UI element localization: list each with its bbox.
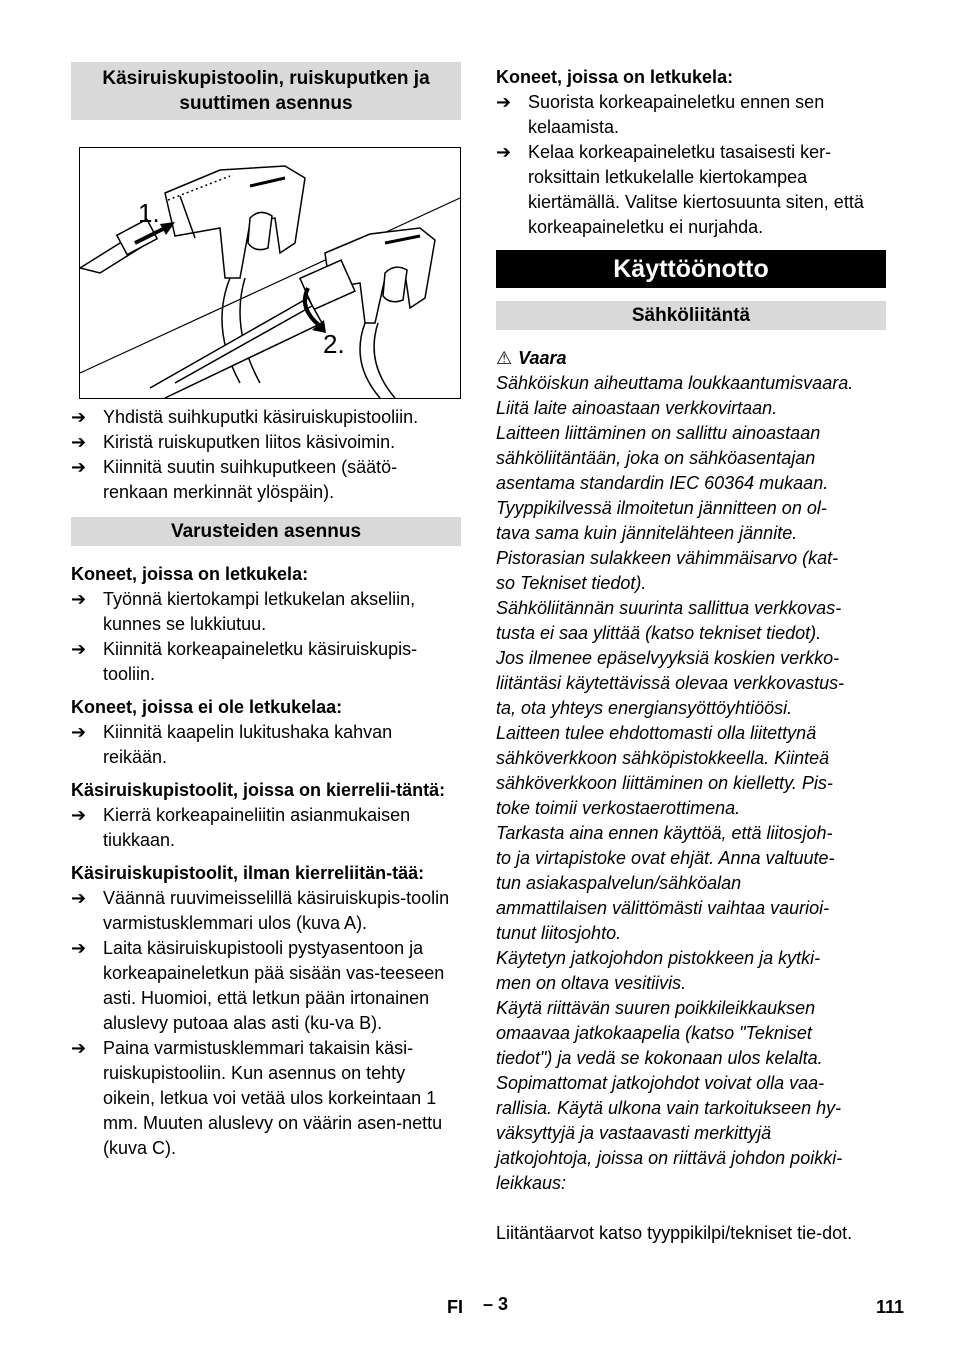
warning-line: Käytetyn jatkojohdon pistokkeen ja kytki- <box>496 948 821 968</box>
section-heading-electrical: Sähköliitäntä <box>496 301 886 330</box>
list-item: ➔ Kiristä ruiskuputken liitos käsivoimin. <box>71 430 461 455</box>
warning-line: Pistorasian sulakkeen vähimmäisarvo (kat- <box>496 548 839 568</box>
warning-line: Jos ilmenee epäselvyyksiä koskien verkko- <box>496 648 840 668</box>
warning-line: Tyyppikilvessä ilmoitetun jännitteen on ol- <box>496 498 827 518</box>
warning-line: toke toimii verkostaerottimena. <box>496 798 741 818</box>
warning-line: väksyttyjä ja vastaavasti merkittyjä <box>496 1123 772 1143</box>
section-heading-assembly: Käsiruiskupistoolin, ruiskuputken ja suuttimen asennus <box>71 62 461 120</box>
warning-line: rallisia. Käytä ulkona vain tarkoitukseen hy- <box>496 1098 842 1118</box>
arrow-right-icon: ➔ <box>496 142 512 162</box>
arrow-right-icon: ➔ <box>71 407 87 427</box>
section-heading-accessories: Varusteiden asennus <box>71 517 461 546</box>
warning-line: omaavaa jatkokaapelia (katso "Tekniset <box>496 1023 812 1043</box>
spray-gun-illustration <box>79 147 461 399</box>
warning-line: Tarkasta aina ennen käyttöä, että liitosjoh- <box>496 823 833 843</box>
list-item: ➔ Kelaa korkeapaineletku tasaisesti ker-roksittain letkukelalle kiertokampea kiertämällä. Valitse kiertosuunta siten, että korkeapaineletku ei nurjahda. <box>496 142 864 237</box>
subheading: Koneet, joissa on letkukela: <box>496 67 734 87</box>
arrow-right-icon: ➔ <box>71 938 87 958</box>
subheading: Koneet, joissa on letkukela: <box>71 564 309 584</box>
warning-line: Laitteen tulee ehdottomasti olla liitettynä <box>496 723 817 743</box>
list-item: ➔ Yhdistä suihkuputki käsiruiskupistooliin. <box>71 405 461 430</box>
list-item: ➔ Kiinnitä suutin suihkuputkeen (säätö-renkaan merkinnät ylöspäin). <box>71 457 398 502</box>
subheading: Käsiruiskupistoolit, ilman kierreliitän-tää: <box>71 863 425 883</box>
warning-line: tiedot") ja vedä se kokonaan ulos kelalta. <box>496 1048 823 1068</box>
arrow-right-icon: ➔ <box>71 888 87 908</box>
list-item: ➔ Kiinnitä kaapelin lukitushaka kahvan reikään. <box>71 722 393 767</box>
subheading: Koneet, joissa ei ole letkukelaa: <box>71 697 343 717</box>
list-item: ➔ Työnnä kiertokampi letkukelan akseliin, kunnes se lukkiutuu. <box>71 589 416 634</box>
step-label-1: 1. <box>138 198 160 228</box>
arrow-right-icon: ➔ <box>71 1038 87 1058</box>
arrow-right-icon: ➔ <box>71 457 87 477</box>
list-item: ➔ Laita käsiruiskupistooli pystyasentoon ja korkeapaineletkun pää sisään vas-teeseen asti. Huomioi, että letkun pään irtonainen aluslevy putoaa alas asti (ku-va B). <box>71 938 445 1033</box>
connection-values-note: Liitäntäarvot katso tyyppikilpi/tekniset tie-dot. <box>496 1223 853 1243</box>
list-item: ➔ Paina varmistusklemmari takaisin käsi-ruiskupistooliin. Kun asennus on tehty oikein, letkua voi vetää ulos korkeintaan 1 mm. Muuten aluslevy on väärin asen-nettu (kuva C). <box>71 1038 443 1158</box>
chapter-heading: Käyttöönotto <box>496 250 886 288</box>
warning-line: Sähköliitännän suurinta sallittua verkkovas- <box>496 598 842 618</box>
right-column <box>496 62 886 1246</box>
left-column <box>71 62 461 1161</box>
page-number: 111 <box>876 1297 905 1317</box>
warning-triangle-icon: ⚠ <box>496 348 513 368</box>
warning-line: Sopimattomat jatkojohdot voivat olla vaa- <box>496 1073 825 1093</box>
warning-label: Vaara <box>518 348 567 368</box>
warning-line: tusta ei saa ylittää (katso tekniset tiedot). <box>496 623 822 643</box>
list-item: ➔ Väännä ruuvimeisselillä käsiruiskupis-toolin varmistusklemmari ulos (kuva A). <box>71 888 450 933</box>
warning-line: asentama standardin IEC 60364 mukaan. <box>496 473 829 493</box>
warning-line: to ja virtapistoke ovat ehjät. Anna valtuute- <box>496 848 835 868</box>
arrow-right-icon: ➔ <box>71 589 87 609</box>
list-item: ➔ Kiinnitä korkeapaineletku käsiruiskupis-tooliin. <box>71 639 418 684</box>
warning-line: sähköverkkoon liittäminen on kielletty. Pis- <box>496 773 833 793</box>
warning-line: sähköliitäntään, joka on sähköasentajan <box>496 448 816 468</box>
list-item: ➔ Kierrä korkeapaineliitin asianmukaisen tiukkaan. <box>71 805 411 850</box>
warning-line: Sähköiskun aiheuttama loukkaantumisvaara. <box>496 373 854 393</box>
subheading: Käsiruiskupistoolit, joissa on kierrelii-täntä: <box>71 780 446 800</box>
warning-line: Laitteen liittäminen on sallittu ainoastaan <box>496 423 821 443</box>
arrow-right-icon: ➔ <box>71 432 87 452</box>
footer-section: – 3 <box>483 1294 509 1314</box>
list-item: ➔ Suorista korkeapaineletku ennen sen kelaamista. <box>496 92 825 137</box>
warning-line: ta, ota yhteys energiansyöttöyhtiöösi. <box>496 698 793 718</box>
warning-line: liitäntäsi käytettävissä olevaa verkkovastus- <box>496 673 845 693</box>
warning-line: leikkaus: <box>496 1173 567 1193</box>
warning-text <box>496 371 886 1196</box>
arrow-right-icon: ➔ <box>496 92 512 112</box>
warning-header <box>496 346 886 371</box>
warning-line: tun asiakaspalvelun/sähköalan <box>496 873 742 893</box>
step-label-2: 2. <box>323 329 345 359</box>
arrow-right-icon: ➔ <box>71 639 87 659</box>
footer-lang: FI <box>447 1297 463 1317</box>
warning-line: tunut liitosjohto. <box>496 923 622 943</box>
spray-gun-drawing <box>80 148 460 398</box>
arrow-right-icon: ➔ <box>71 722 87 742</box>
warning-line: sähköverkkoon sähköpistokkeella. Kiinteä <box>496 748 830 768</box>
warning-line: ammattilaisen välittömästi vaihtaa vaurioi- <box>496 898 830 918</box>
warning-line: so Tekniset tiedot). <box>496 573 647 593</box>
warning-line: Käytä riittävän suuren poikkileikkauksen <box>496 998 816 1018</box>
warning-line: jatkojohtoja, joissa on riittävä johdon poikki- <box>496 1148 843 1168</box>
warning-line: Liitä laite ainoastaan verkkovirtaan. <box>496 398 778 418</box>
warning-line: tava sama kuin jännitelähteen jännite. <box>496 523 798 543</box>
warning-line: men on oltava vesitiivis. <box>496 973 687 993</box>
arrow-right-icon: ➔ <box>71 805 87 825</box>
